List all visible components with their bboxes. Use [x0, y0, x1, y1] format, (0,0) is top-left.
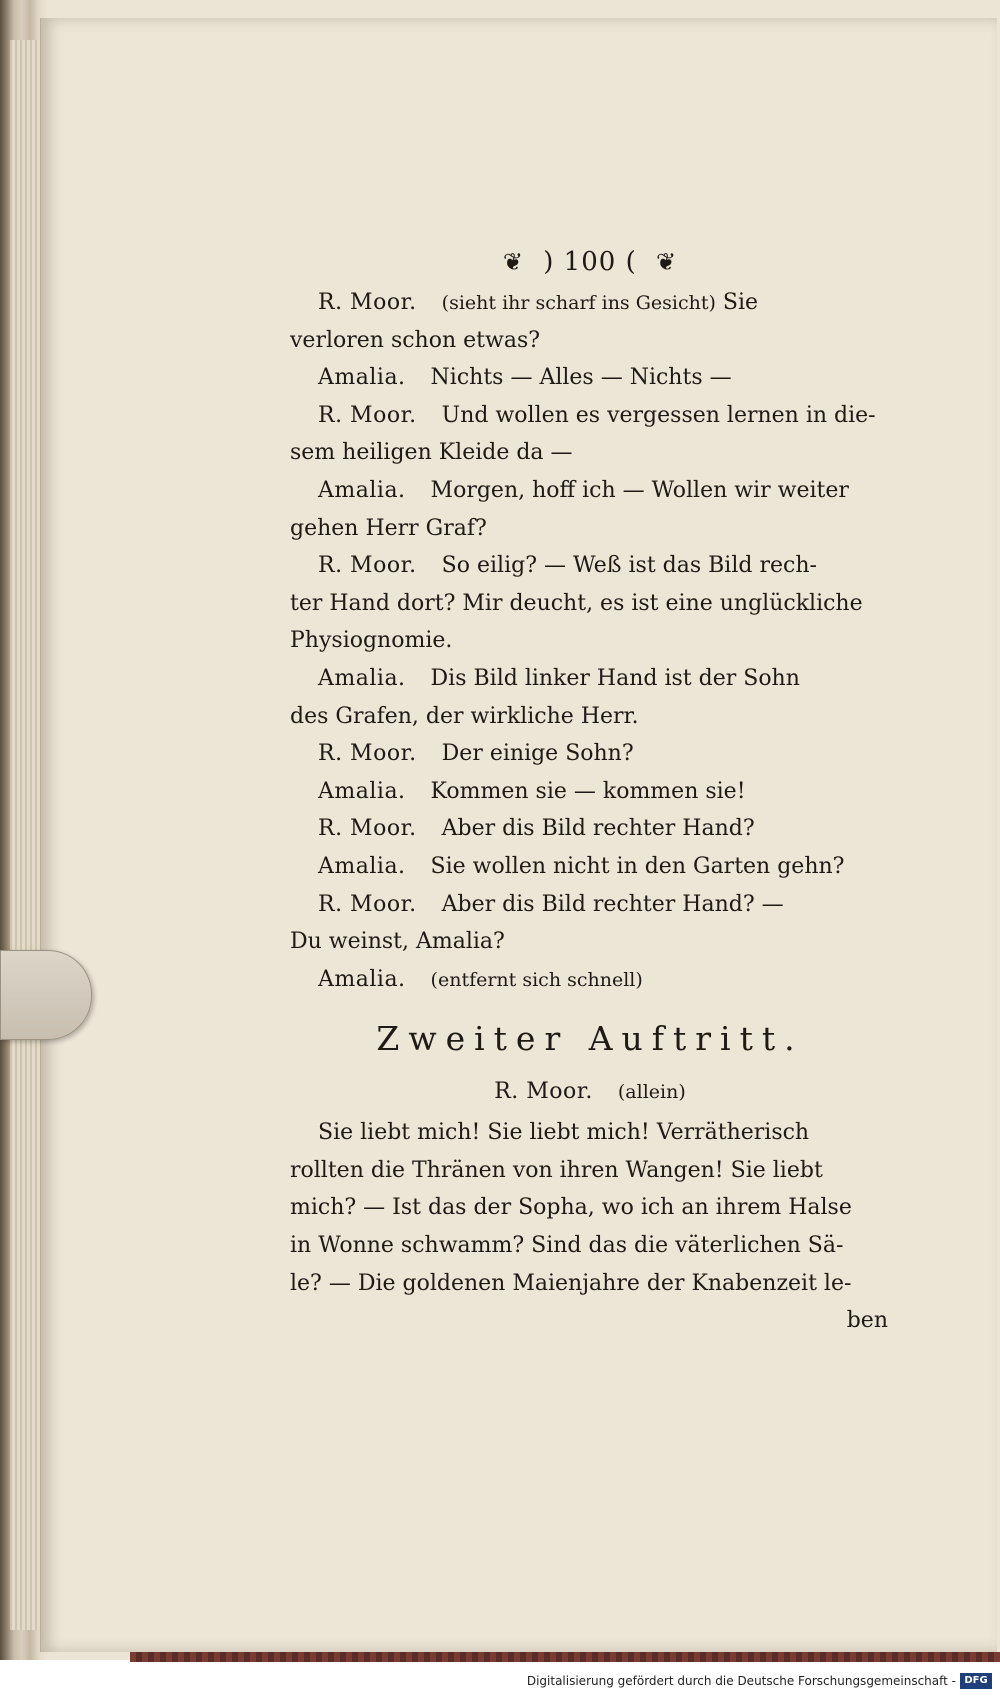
line-text: Dis Bild linker Hand ist der Sohn: [430, 665, 800, 691]
stage-direction: (allein): [617, 1081, 686, 1104]
speaker-name: Amalia.: [318, 853, 406, 879]
right-ornament-icon: ❦: [655, 248, 678, 276]
dfg-logo-icon: DFG: [960, 1673, 992, 1689]
speaker-name: Amalia.: [318, 477, 406, 503]
page-number: ) 100 (: [543, 247, 637, 277]
line-text: Sie: [722, 290, 759, 315]
text-line: [290, 622, 890, 660]
text-line: [290, 472, 890, 510]
monologue-line: mich? — Ist das der Sopha, wo ich an ihrem Halse: [290, 1195, 852, 1221]
page-text: [290, 240, 890, 1340]
scene-title: Zweiter Auftritt.: [376, 1019, 804, 1059]
page-header: [290, 240, 890, 284]
line-text: sem heiligen Kleide da —: [290, 440, 573, 466]
line-text: Kommen sie — kommen sie!: [430, 778, 746, 804]
footer: [0, 1670, 1000, 1696]
text-line: [290, 735, 890, 773]
monologue-line: rollten die Thränen von ihren Wangen! Sie liebt: [290, 1157, 823, 1183]
monologue-line: le? — Die goldenen Maienjahre der Knabenzeit le-: [290, 1270, 852, 1296]
text-line: [290, 698, 890, 736]
text-line: [290, 848, 890, 886]
text-line: [290, 810, 890, 848]
line-text: So eilig? — Weß ist das Bild rech-: [441, 553, 817, 579]
speaker-name: R. Moor.: [318, 816, 417, 842]
scene-subtitle: [290, 1070, 890, 1114]
line-text: Physiognomie.: [290, 628, 453, 654]
line-text: gehen Herr Graf?: [290, 515, 487, 541]
speaker-name: Amalia.: [318, 966, 406, 992]
speaker-name: R. Moor.: [318, 290, 417, 315]
funding-credit: Digitalisierung gefördert durch die Deutsche Forschungsgemeinschaft -: [526, 1674, 956, 1688]
text-line: [290, 961, 890, 999]
speaker-name: Amalia.: [318, 365, 406, 391]
speaker-name: R. Moor.: [318, 891, 417, 917]
speaker-name: R. Moor.: [318, 553, 417, 579]
text-line: [290, 284, 890, 322]
line-text: Aber dis Bild rechter Hand?: [441, 816, 755, 842]
catchword: ben: [846, 1308, 888, 1334]
stage-direction: (entfernt sich schnell): [430, 968, 643, 991]
left-ornament-icon: ❦: [502, 248, 524, 276]
page-clip: [0, 950, 92, 1040]
line-text: Aber dis Bild rechter Hand? —: [441, 891, 784, 917]
monologue-line: in Wonne schwamm? Sind das die väterlichen Sä-: [290, 1233, 844, 1259]
speaker-name: R. Moor.: [318, 402, 417, 428]
text-line: [290, 886, 890, 924]
speaker-name: Amalia.: [318, 665, 406, 691]
line-text: Sie wollen nicht in den Garten gehn?: [430, 853, 845, 879]
text-line: [290, 585, 890, 623]
stage-direction: (sieht ihr scharf ins Gesicht): [441, 292, 716, 314]
speaker-name: R. Moor.: [318, 741, 417, 767]
line-text: Der einige Sohn?: [441, 741, 634, 767]
page-edges: [10, 40, 40, 1630]
text-line: [290, 547, 890, 585]
text-line: [290, 434, 890, 472]
text-line: [290, 359, 890, 397]
line-text: Und wollen es vergessen lernen in die-: [441, 402, 876, 428]
line-text: verloren schon etwas?: [290, 327, 541, 353]
speaker-name: R. Moor.: [494, 1079, 593, 1105]
text-line: [290, 773, 890, 811]
binding-edge: [130, 1652, 1000, 1662]
line-text: Nichts — Alles — Nichts —: [430, 365, 732, 391]
monologue-line: Sie liebt mich! Sie liebt mich! Verrätherisch: [318, 1120, 810, 1146]
line-text: Morgen, hoff ich — Wollen wir weiter: [430, 477, 849, 503]
text-line: [290, 660, 890, 698]
line-text: des Grafen, der wirkliche Herr.: [290, 703, 639, 729]
line-text: ter Hand dort? Mir deucht, es ist eine unglückliche: [290, 590, 863, 616]
text-line: [290, 397, 890, 435]
text-line: [290, 510, 890, 548]
text-line: [290, 322, 890, 360]
speaker-name: Amalia.: [318, 778, 406, 804]
text-line: [290, 923, 890, 961]
line-text: Du weinst, Amalia?: [290, 929, 505, 955]
